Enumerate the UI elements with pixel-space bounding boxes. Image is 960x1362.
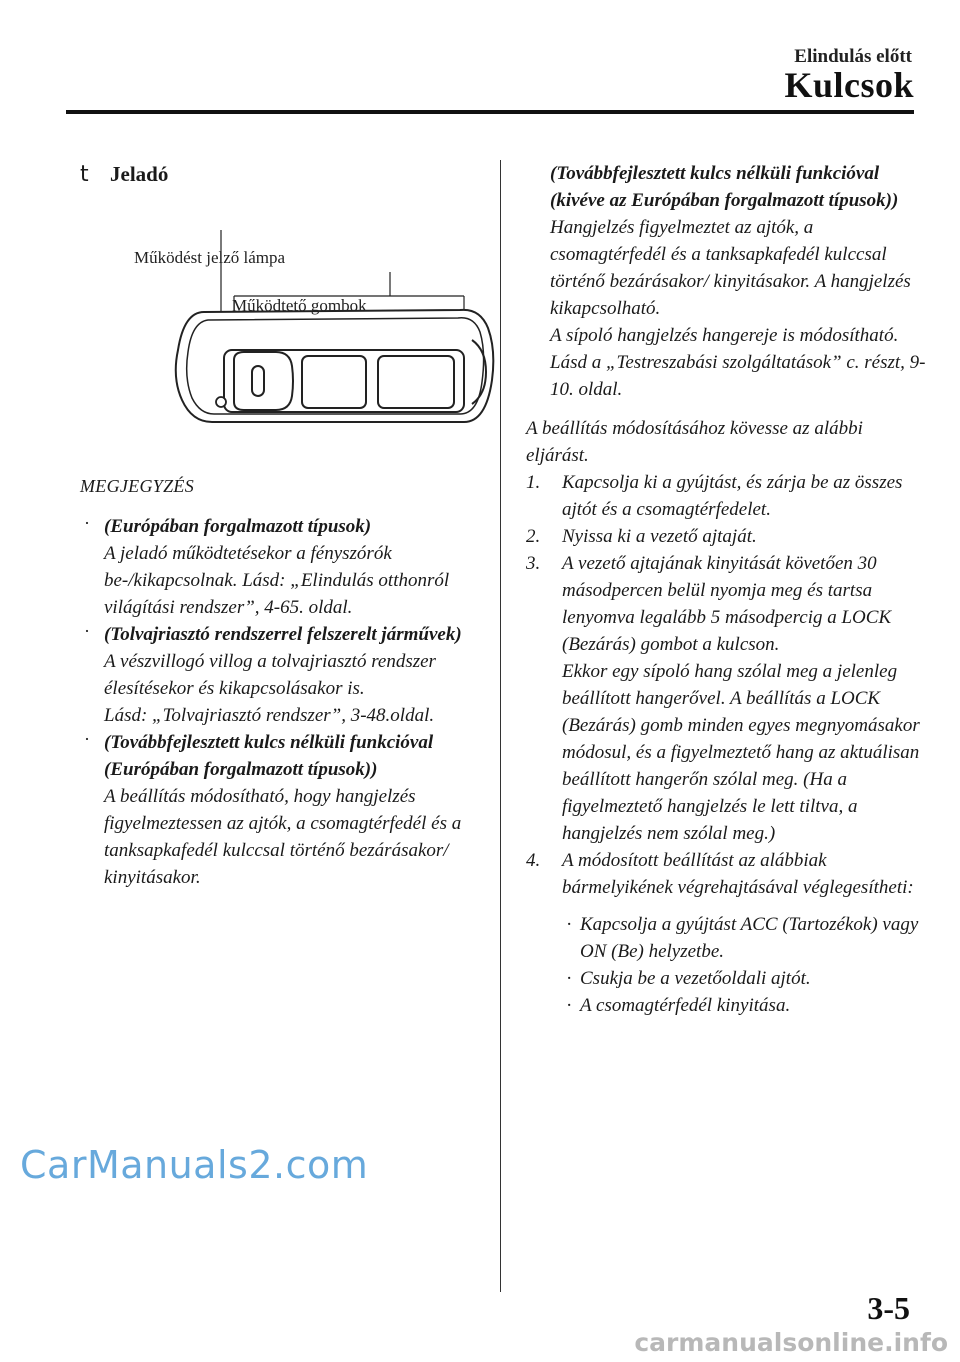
- sub-list-item: [566, 965, 926, 992]
- note-bullet: ·: [84, 621, 90, 641]
- step-text: Kapcsolja ki a gyújtást, és zárja be az összes ajtót és a csomagtérfedelet.: [562, 472, 903, 520]
- note-item: [80, 621, 480, 729]
- step-text: A vezető ajtajának kinyitását követően 30 másodpercen belül nyomja meg és tartsa lenyomva legalább 5 másodpercig a LOCK (Bezárás) gombot a kulcson.: [562, 553, 892, 655]
- step-item: [526, 469, 926, 523]
- note-text: Lásd: „Tolvajriasztó rendszer”, 3-48.oldal.: [104, 705, 435, 726]
- key-fob-illustration: [164, 200, 504, 468]
- watermark: CarManuals2.com: [20, 1143, 369, 1187]
- sub-list-item: [566, 992, 926, 1019]
- note-bullet: ·: [84, 513, 90, 533]
- right-column: [526, 160, 926, 1019]
- note-text: A jeladó működtetésekor a fényszórók be-/kikapcsolnak. Lásd: „Elindulás otthonról világítási rendszer”, 4-65. oldal.: [104, 543, 450, 618]
- key-fob-figure: [134, 200, 504, 468]
- note-item: [80, 513, 480, 621]
- left-column: [80, 160, 480, 891]
- step-number: 3.: [526, 553, 541, 574]
- sub-item-text: Csukja be a vezetőoldali ajtót.: [580, 968, 811, 989]
- section-marker: t: [80, 162, 89, 187]
- note-title: (Továbbfejlesztett kulcs nélküli funkcióval (Európában forgalmazott típusok)): [104, 732, 434, 780]
- sub-bullet: ·: [566, 914, 573, 935]
- note-heading: MEGJEGYZÉS: [80, 476, 194, 496]
- header-section: Elindulás előtt: [794, 46, 912, 67]
- note-title: (Európában forgalmazott típusok): [104, 516, 372, 537]
- page-title: Kulcsok: [784, 65, 914, 105]
- note-text: A sípoló hangjelzés hangereje is módosítható.: [550, 325, 899, 346]
- step-item: [526, 523, 926, 550]
- note-title: (Tolvajriasztó rendszerrel felszerelt járművek): [104, 624, 462, 645]
- note-text: A beállítás módosítható, hogy hangjelzés figyelmeztessen az ajtók, a csomagtérfedél és a tanksapkafedél kulccsal történő bezárásakor/ kinyitásakor.: [104, 786, 462, 888]
- note-text: Hangjelzés figyelmeztet az ajtók, a csomagtérfedél és a tanksapkafedél kulccsal történő bezárásakor/ kinyitásakor. A hangjelzés kikapcsolható.: [550, 217, 911, 319]
- note-item: [80, 729, 480, 891]
- note-continuation: [526, 160, 926, 403]
- section-heading: [80, 160, 480, 200]
- note-text: A vészvillogó villog a tolvajriasztó rendszer élesítésekor és kikapcsolásakor is.: [104, 651, 436, 699]
- label-indicator-lamp: Működést jelző lámpa: [134, 248, 286, 267]
- step-number: 1.: [526, 472, 541, 493]
- sub-list-item: [566, 911, 926, 965]
- page-number: 3-5: [867, 1290, 910, 1326]
- sub-item-text: A csomagtérfedél kinyitása.: [580, 995, 791, 1016]
- step-item: [526, 847, 926, 901]
- footer-site-watermark: carmanualsonline.info: [634, 1328, 948, 1357]
- note-title: (Továbbfejlesztett kulcs nélküli funkcióval (kivéve az Európában forgalmazott típusok)): [550, 163, 899, 211]
- section-title: Jeladó: [110, 162, 169, 186]
- step-extra-text: Ekkor egy sípoló hang szólal meg a jelenleg beállított hangerővel. A beállítás a LOCK (Bezárás) gomb minden egyes megnyomásakor módosul, és a figyelmeztető hang az aktuálisan beállított hangerőn szólal meg. (Ha a figyelmeztető hangjelzés le lett tiltva, a hangjelzés nem szólal meg.): [562, 661, 920, 844]
- label-buttons: Működtető gombok: [232, 296, 367, 315]
- sub-bullet: ·: [566, 968, 573, 989]
- step-text: Nyissa ki a vezető ajtaját.: [562, 526, 757, 547]
- sub-list: [526, 911, 926, 1019]
- header-rule: [66, 110, 914, 114]
- step-number: 2.: [526, 526, 541, 547]
- sub-item-text: Kapcsolja a gyújtást ACC (Tartozékok) vagy ON (Be) helyzetbe.: [580, 914, 919, 962]
- note-text: Lásd a „Testreszabási szolgáltatások” c. részt, 9-10. oldal.: [550, 352, 926, 400]
- procedure-intro: A beállítás módosításához kövesse az alábbi eljárást.: [526, 418, 863, 466]
- step-number: 4.: [526, 850, 541, 871]
- note-bullet: ·: [84, 729, 90, 749]
- step-item: [526, 550, 926, 847]
- sub-bullet: ·: [566, 995, 573, 1016]
- step-text: A módosított beállítást az alábbiak bármelyikének végrehajtásával véglegesítheti:: [562, 850, 914, 898]
